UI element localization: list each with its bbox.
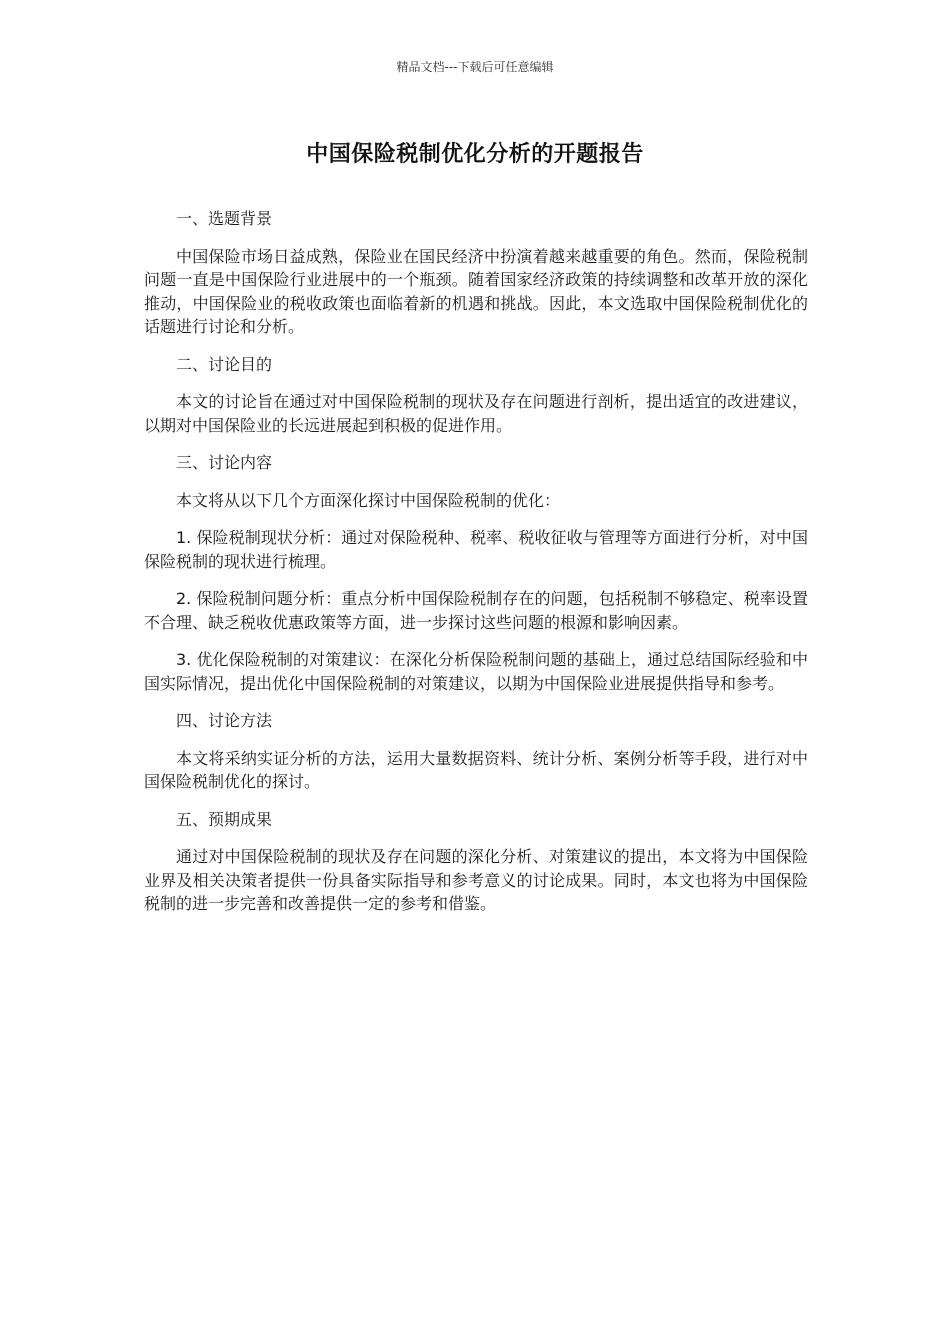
document-title: 中国保险税制优化分析的开题报告 — [306, 142, 644, 167]
section-heading-content: 三、讨论内容 — [176, 453, 273, 472]
document-body — [144, 207, 808, 930]
section-heading-purpose: 二、讨论目的 — [176, 354, 273, 374]
list-item-problem-analysis: 2. 保险税制问题分析：重点分析中国保险税制存在的问题，包括税制不够稳定、税率设置不合理、缺乏税收优惠政策等方面，进一步探讨这些问题的根源和影响因素。 — [144, 589, 808, 632]
list-item-suggestions: 3. 优化保险税制的对策建议：在深化分析保险税制问题的基础上，通过总结国际经验和中国实际情况，提出优化中国保险税制的对策建议，以期为中国保险业进展提供指导和参考。 — [144, 650, 808, 693]
paragraph-background: 中国保险市场日益成熟，保险业在国民经济中扮演着越来越重要的角色。然而，保险税制问题一直是中国保险行业进展中的一个瓶颈。随着国家经济政策的持续调整和改革开放的深化推动，中国保险业的税收政策也面临着新的机遇和挑战。因此，本文选取中国保险税制优化的话题进行讨论和分析。 — [144, 246, 808, 336]
list-item-status-analysis: 1. 保险税制现状分析：通过对保险税种、税率、税收征收与管理等方面进行分析，对中国保险税制的现状进行梳理。 — [144, 528, 808, 571]
paragraph-content-intro: 本文将从以下几个方面深化探讨中国保险税制的优化： — [176, 490, 561, 510]
paragraph-method: 本文将采纳实证分析的方法，运用大量数据资料、统计分析、案例分析等手段，进行对中国保险税制优化的探讨。 — [144, 748, 808, 791]
header-note: 精品文档---下载后可任意编辑 — [396, 60, 554, 74]
section-heading-outcome: 五、预期成果 — [176, 809, 273, 829]
paragraph-outcome: 通过对中国保险税制的现状及存在问题的深化分析、对策建议的提出，本文将为中国保险业界及相关决策者提供一份具备实际指导和参考意义的讨论成果。同时，本文也将为中国保险税制的进一步完善和改善提供一定的参考和借鉴。 — [144, 847, 808, 913]
paragraph-purpose: 本文的讨论旨在通过对中国保险税制的现状及存在问题进行剖析，提出适宜的改进建议，以期对中国保险业的长远进展起到积极的促进作用。 — [144, 392, 808, 435]
section-heading-background: 一、选题背景 — [176, 209, 273, 228]
section-heading-method: 四、讨论方法 — [176, 711, 273, 730]
